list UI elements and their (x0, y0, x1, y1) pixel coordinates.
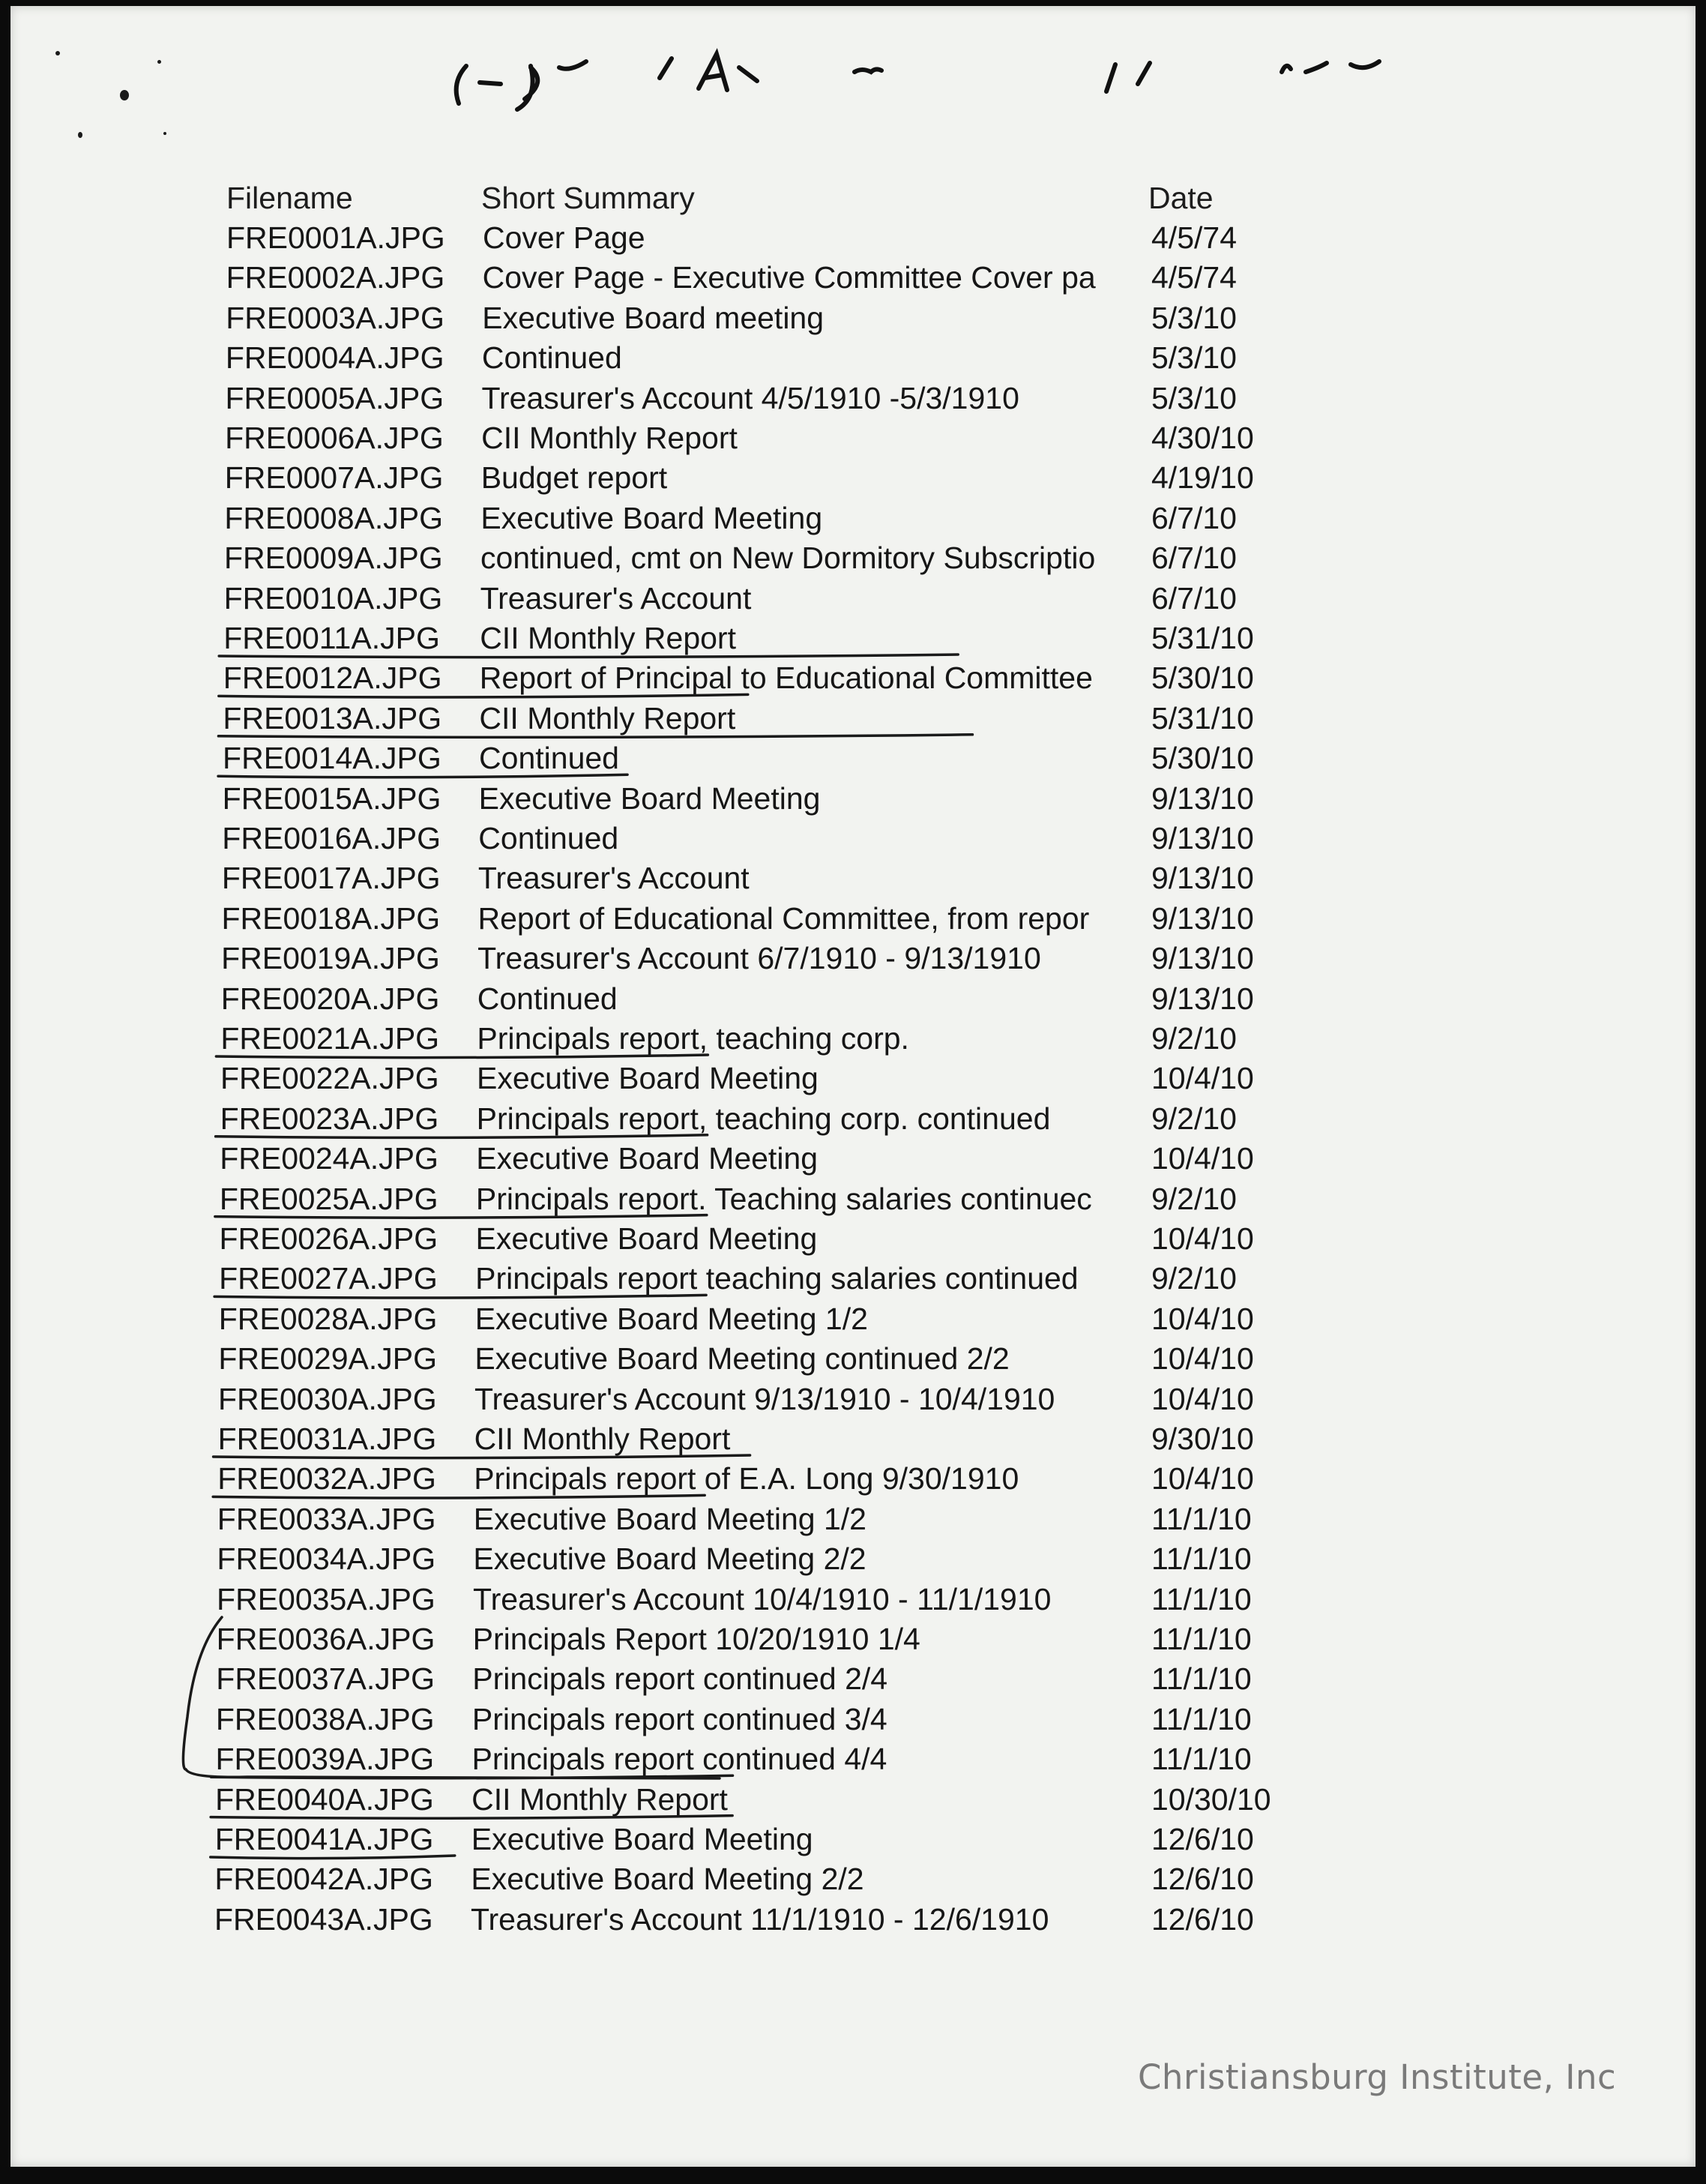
row-filename: FRE0023A.JPG (220, 1101, 439, 1136)
row-summary: Principals report. Teaching salaries continuec (475, 1181, 1092, 1216)
row-date: 11/1/10 (1151, 1541, 1252, 1577)
row-filename: FRE0032A.JPG (217, 1461, 436, 1496)
row-date: 12/6/10 (1151, 1901, 1254, 1937)
row-filename: FRE0039A.JPG (215, 1742, 435, 1777)
table-row (223, 658, 1423, 697)
row-summary: Executive Board Meeting 2/2 (473, 1541, 866, 1577)
row-filename: FRE0002A.JPG (226, 260, 445, 295)
row-date: 5/30/10 (1151, 741, 1254, 776)
row-summary: Executive Board Meeting (475, 1221, 818, 1256)
row-date: 11/1/10 (1151, 1581, 1252, 1616)
table-row (217, 1459, 1417, 1498)
ink-speck (163, 132, 166, 135)
row-date: 10/30/10 (1151, 1781, 1271, 1817)
table-row (225, 418, 1424, 457)
row-date: 4/19/10 (1151, 460, 1254, 496)
row-filename: FRE0022A.JPG (220, 1061, 439, 1096)
row-filename: FRE0035A.JPG (217, 1581, 435, 1616)
table-row (220, 1059, 1420, 1098)
row-filename: FRE0012A.JPG (223, 661, 442, 696)
table-row (221, 939, 1420, 978)
row-filename: FRE0013A.JPG (223, 700, 442, 735)
table-row (223, 699, 1422, 738)
row-date: 10/4/10 (1151, 1061, 1254, 1096)
row-date: 9/13/10 (1151, 861, 1254, 896)
table-row (221, 979, 1420, 1018)
row-summary: CII Monthly Report (474, 1422, 731, 1456)
row-date: 11/1/10 (1151, 1701, 1252, 1736)
table-row (222, 899, 1421, 938)
row-summary: Continued (477, 981, 618, 1016)
row-filename: FRE0005A.JPG (225, 380, 444, 415)
row-date: 12/6/10 (1151, 1822, 1254, 1856)
row-filename: FRE0043A.JPG (214, 1901, 433, 1937)
row-filename: FRE0001A.JPG (226, 220, 445, 255)
table-row (214, 1859, 1414, 1898)
row-filename: FRE0008A.JPG (224, 500, 444, 535)
row-date: 5/3/10 (1151, 380, 1237, 415)
row-summary: Continued (481, 340, 622, 376)
row-summary: Treasurer's Account 10/4/1910 - 11/1/1910 (473, 1581, 1052, 1616)
row-summary: Principals report continued 2/4 (472, 1661, 888, 1697)
row-summary: Cover Page - Executive Committee Cover pa (482, 260, 1096, 295)
row-date: 9/2/10 (1151, 1101, 1237, 1136)
row-summary: Budget report (480, 460, 668, 496)
row-date: 4/5/74 (1151, 220, 1237, 255)
table-row (226, 218, 1426, 257)
row-summary: Continued (479, 741, 619, 776)
row-summary: Executive Board Meeting (480, 500, 823, 535)
institution-watermark: Christiansburg Institute, Inc (1138, 2057, 1617, 2097)
table-row (224, 499, 1423, 538)
row-date: 9/30/10 (1151, 1422, 1254, 1456)
table-row (217, 1580, 1416, 1619)
table-row (222, 858, 1421, 897)
row-date: 11/1/10 (1151, 1501, 1252, 1536)
row-summary: CII Monthly Report (480, 621, 736, 655)
row-filename: FRE0004A.JPG (225, 340, 444, 376)
row-summary: Principals report, teaching corp. (477, 1021, 909, 1056)
row-date: 12/6/10 (1151, 1862, 1254, 1897)
row-summary: Treasurer's Account 4/5/1910 -5/3/1910 (481, 380, 1019, 415)
row-filename: FRE0038A.JPG (215, 1701, 435, 1736)
row-summary: Principals report of E.A. Long 9/30/1910 (474, 1461, 1019, 1496)
row-summary: Executive Board Meeting (477, 1061, 819, 1096)
row-filename: FRE0024A.JPG (220, 1141, 438, 1176)
row-summary: Treasurer's Account 9/13/1910 - 10/4/1910 (474, 1381, 1055, 1416)
table-row (217, 1499, 1417, 1538)
row-date: 9/2/10 (1151, 1021, 1237, 1056)
row-filename: FRE0010A.JPG (223, 580, 443, 616)
table-row (219, 1299, 1418, 1338)
table-row (217, 1539, 1416, 1578)
row-summary: Executive Board Meeting 2/2 (471, 1862, 864, 1897)
table-row (220, 1019, 1420, 1058)
row-date: 5/3/10 (1151, 340, 1237, 376)
table-row (222, 819, 1421, 858)
ink-speck (78, 132, 82, 138)
table-row (216, 1739, 1415, 1778)
table-row (226, 258, 1426, 297)
row-summary: Executive Board Meeting continued 2/2 (474, 1341, 1010, 1377)
row-filename: FRE0034A.JPG (217, 1541, 436, 1577)
row-summary: Cover Page (483, 220, 645, 255)
table-row (214, 1900, 1414, 1939)
row-date: 9/13/10 (1151, 900, 1254, 936)
row-date: 6/7/10 (1151, 580, 1237, 616)
table-row (225, 458, 1424, 497)
row-filename: FRE0028A.JPG (218, 1301, 438, 1336)
row-summary: Principals report teaching salaries continued (475, 1261, 1079, 1296)
row-summary: Report of Principal to Educational Committee (479, 661, 1093, 696)
row-date: 10/4/10 (1151, 1141, 1254, 1176)
row-summary: Treasurer's Account (477, 861, 750, 896)
row-date: 11/1/10 (1151, 1622, 1252, 1656)
row-filename: FRE0031A.JPG (217, 1422, 437, 1456)
row-summary: Treasurer's Account 6/7/1910 - 9/13/1910 (477, 941, 1041, 976)
row-summary: CII Monthly Report (479, 700, 736, 735)
table-row (215, 1780, 1414, 1819)
row-filename: FRE0015A.JPG (222, 780, 441, 816)
row-summary: Principals Report 10/20/1910 1/4 (472, 1622, 920, 1656)
row-date: 6/7/10 (1151, 500, 1237, 535)
table-row (216, 1700, 1415, 1739)
row-date: 10/4/10 (1151, 1301, 1254, 1336)
row-summary: Executive Board Meeting (476, 1141, 819, 1176)
row-filename: FRE0019A.JPG (221, 941, 440, 976)
row-filename: FRE0009A.JPG (223, 541, 443, 576)
ink-speck (55, 51, 60, 55)
table-row (220, 1179, 1419, 1218)
ink-speck (120, 90, 129, 100)
row-filename: FRE0037A.JPG (216, 1661, 435, 1697)
row-filename: FRE0036A.JPG (216, 1622, 435, 1656)
table-row (218, 1380, 1417, 1419)
row-filename: FRE0014A.JPG (223, 741, 441, 776)
row-filename: FRE0021A.JPG (220, 1021, 440, 1056)
table-row (225, 379, 1424, 418)
filename-column-header: Filename (226, 181, 353, 215)
table-row (219, 1259, 1418, 1298)
row-filename: FRE0003A.JPG (226, 300, 444, 335)
table-row (217, 1619, 1416, 1658)
table-row (224, 538, 1423, 577)
row-filename: FRE0020A.JPG (220, 981, 440, 1016)
row-summary: Executive Board Meeting 1/2 (474, 1301, 868, 1336)
row-date: 10/4/10 (1151, 1461, 1254, 1496)
row-filename: FRE0025A.JPG (219, 1181, 438, 1216)
row-filename: FRE0040A.JPG (215, 1781, 434, 1817)
table-row (220, 1099, 1420, 1138)
row-summary: Treasurer's Account (480, 580, 752, 616)
row-date: 9/2/10 (1151, 1261, 1237, 1296)
row-summary: Principals report continued 4/4 (471, 1742, 887, 1777)
row-date: 9/13/10 (1151, 981, 1254, 1016)
row-date: 5/30/10 (1151, 661, 1254, 696)
row-date: 10/4/10 (1151, 1341, 1254, 1377)
row-summary: Executive Board meeting (482, 300, 825, 335)
row-filename: FRE0007A.JPG (224, 460, 444, 496)
row-date: 6/7/10 (1151, 541, 1237, 576)
row-summary: CII Monthly Report (481, 421, 738, 455)
row-filename: FRE0017A.JPG (221, 861, 441, 896)
table-row (216, 1659, 1415, 1698)
table-row (223, 738, 1422, 777)
row-summary: Continued (478, 821, 619, 855)
row-date: 10/4/10 (1151, 1381, 1254, 1416)
table-row (218, 1419, 1417, 1458)
row-filename: FRE0042A.JPG (214, 1862, 434, 1897)
row-summary: Executive Board Meeting 1/2 (473, 1501, 866, 1536)
row-date: 9/13/10 (1151, 780, 1254, 816)
table-row (226, 338, 1425, 377)
date-column-header: Date (1148, 181, 1214, 215)
row-summary: Executive Board Meeting (478, 780, 821, 816)
table-row (223, 779, 1422, 818)
table-row (215, 1820, 1414, 1859)
row-summary: Report of Educational Committee, from repor (477, 900, 1090, 936)
row-filename: FRE0026A.JPG (219, 1221, 438, 1256)
row-filename: FRE0011A.JPG (223, 621, 440, 655)
row-filename: FRE0041A.JPG (214, 1822, 434, 1856)
row-summary: continued, cmt on New Dormitory Subscriptio (480, 541, 1096, 576)
row-summary: Executive Board Meeting (471, 1822, 813, 1856)
row-summary: Principals report, teaching corp. continued (476, 1101, 1051, 1136)
row-filename: FRE0029A.JPG (218, 1341, 438, 1377)
row-date: 4/5/74 (1151, 260, 1237, 295)
row-filename: FRE0016A.JPG (222, 821, 441, 855)
row-filename: FRE0030A.JPG (217, 1381, 437, 1416)
row-date: 9/13/10 (1151, 941, 1254, 976)
row-filename: FRE0027A.JPG (219, 1261, 438, 1296)
table-row (226, 298, 1425, 337)
ink-speck (157, 60, 161, 64)
table-row (220, 1139, 1419, 1178)
row-date: 5/31/10 (1151, 621, 1254, 655)
table-row (224, 579, 1423, 618)
row-date: 11/1/10 (1151, 1742, 1252, 1777)
table-row (218, 1339, 1417, 1378)
row-date: 9/13/10 (1151, 821, 1254, 855)
row-date: 4/30/10 (1151, 421, 1254, 455)
row-filename: FRE0018A.JPG (221, 900, 441, 936)
table-row (223, 619, 1423, 658)
row-date: 10/4/10 (1151, 1221, 1254, 1256)
row-filename: FRE0006A.JPG (225, 421, 444, 455)
row-date: 5/3/10 (1151, 300, 1237, 335)
row-date: 5/31/10 (1151, 700, 1254, 735)
table-header-row (226, 178, 1426, 217)
summary-column-header: Short Summary (481, 181, 695, 215)
row-date: 11/1/10 (1151, 1661, 1252, 1697)
row-summary: Principals report continued 3/4 (471, 1701, 887, 1736)
row-filename: FRE0033A.JPG (217, 1501, 436, 1536)
row-summary: CII Monthly Report (471, 1781, 728, 1817)
row-date: 9/2/10 (1151, 1181, 1237, 1216)
row-summary: Treasurer's Account 11/1/1910 - 12/6/1910 (471, 1901, 1049, 1937)
table-row (219, 1219, 1418, 1258)
